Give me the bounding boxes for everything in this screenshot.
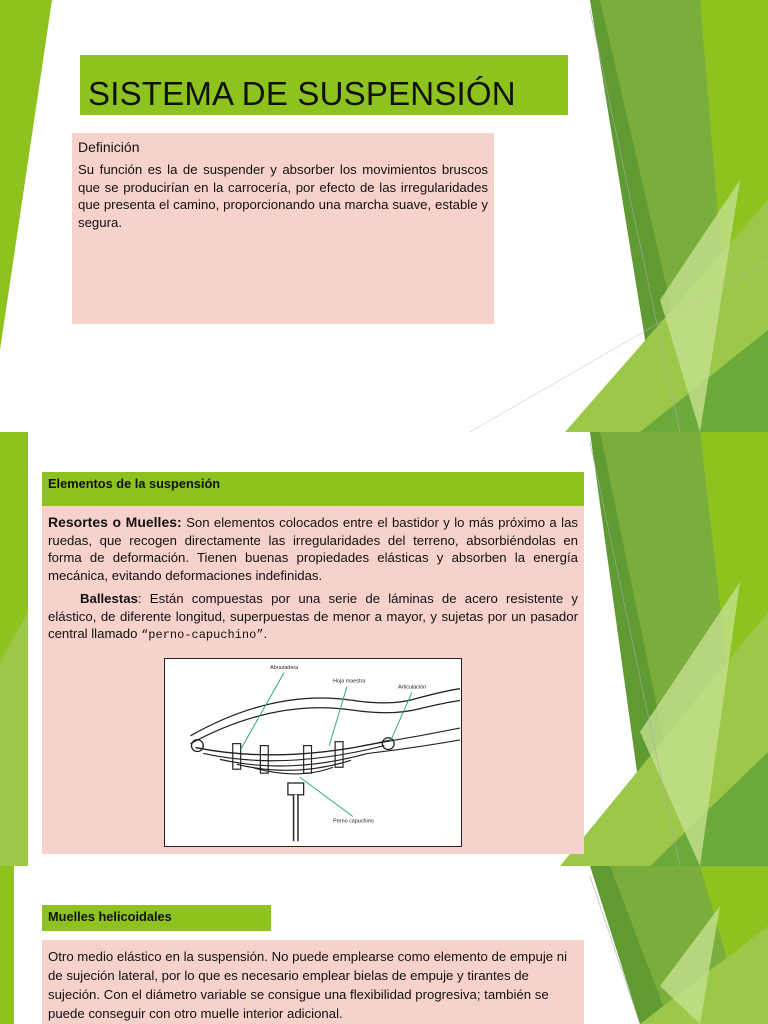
definition-text: Su función es la de suspender y absorber los movimientos bruscos que se producirían en la carrocería, por efecto de las irregularidades que presenta el camino, proporcionando una marcha suave, estable y segura. <box>78 162 488 230</box>
perno-capuchino-term: “perno-capuchino” <box>141 628 264 642</box>
definition-heading: Definición <box>78 139 140 155</box>
elements-box <box>42 506 584 854</box>
resortes-text: Son elementos colocados entre el bastidor y lo más próximo a las ruedas, que recogen directamente las irregularidades del terreno, absorbiéndolas en forma de deformación. Tienen buenas propiedades elásticas y absorben la energía mecánica, evitando deformaciones indefinidas. <box>48 515 578 583</box>
page-title: SISTEMA DE SUSPENSIÓN <box>88 75 516 112</box>
resortes-term: Resortes o Muelles: <box>48 514 182 530</box>
section-heading-text: Muelles helicoidales <box>48 909 172 924</box>
label-abrazadera: Abrazadera <box>270 664 299 671</box>
section-heading-text: Elementos de la suspensión <box>48 476 221 491</box>
definition-box <box>72 133 494 324</box>
slide-3 <box>0 866 768 1024</box>
label-hoja-maestra: Hoja maestra <box>333 678 366 685</box>
resortes-paragraph <box>48 514 578 584</box>
ballestas-paragraph <box>48 590 578 645</box>
leaf-spring-drawing <box>165 659 460 845</box>
helicoidal-text: Otro medio elástico en la suspensión. No puede emplearse como elemento de empuje ni de sujeción lateral, por lo que es necesario emplear bielas de empuje y tirantes de sujeción. Con el diámetro variable se consigue una flexibilidad progresiva; también se puede conseguir con otro muelle interior adicional. <box>48 949 568 1021</box>
section-heading <box>42 905 271 931</box>
ballestas-end: . <box>263 626 268 641</box>
section-heading <box>42 472 584 506</box>
leaf-spring-diagram <box>164 658 462 847</box>
helicoidal-box <box>42 940 584 1024</box>
label-perno-capuchino: Perno capuchino <box>333 818 374 825</box>
slide-2 <box>0 432 768 866</box>
slide-1 <box>0 0 768 432</box>
ballestas-text: : Están compuestas por una serie de láminas de acero resistente y elástico, de diferente longitud, superpuestas de menor a mayor, y sujetas por un pasador central llamado <box>48 591 578 641</box>
label-articulacion: Articulación <box>398 684 427 691</box>
ballestas-term: Ballestas <box>80 591 138 606</box>
title-bar <box>80 55 568 115</box>
